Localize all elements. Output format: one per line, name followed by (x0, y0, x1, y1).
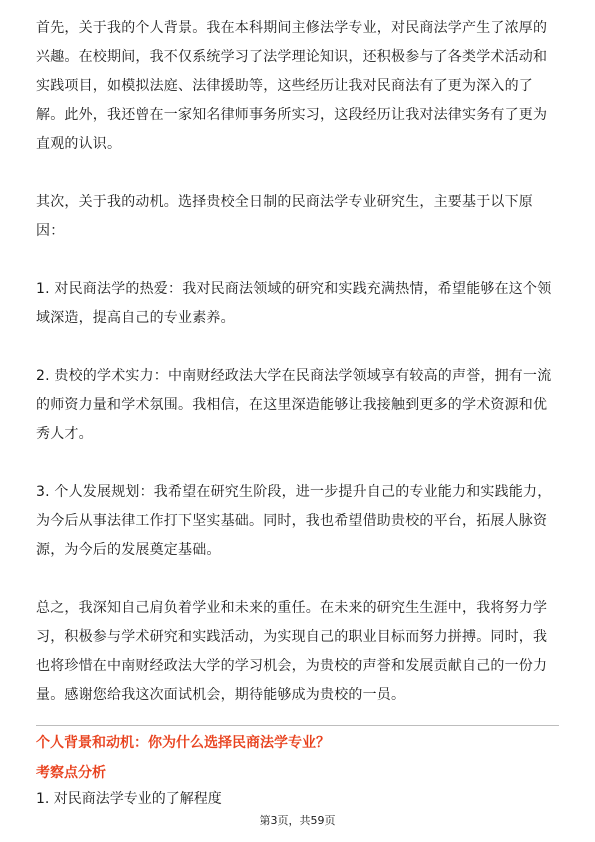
paragraph-reason-3: 3. 个人发展规划：我希望在研究生阶段，进一步提升自己的专业能力和实践能力，为今后从事法律工作打下坚实基础。同时，我也希望借助贵校的平台，拓展人脉资源，为今后的发展奠定基础。 (36, 484, 552, 558)
question-heading: 个人背景和动机：你为什么选择民商法学专业？ (36, 735, 330, 751)
paragraph-personal-background: 首先，关于我的个人背景。我在本科期间主修法学专业，对民商法学产生了浓厚的兴趣。在校期间，我不仅系统学习了法学理论知识，还积极参与了各类学术活动和实践项目，如模拟法庭、法律援助等，这些经历让我对民商法有了更为深入的了解。此外，我还曾在一家知名律师事务所实习，这段经历让我对法律实务有了更为直观的认识。 (36, 20, 548, 152)
paragraph-reason-2: 2. 贵校的学术实力：中南财经政法大学在民商法学领域享有较高的声誉，拥有一流的师资力量和学术氛围。我相信，在这里深造能够让我接触到更多的学术资源和优秀人才。 (36, 368, 552, 442)
page-number: 第3页，共59页 (259, 814, 336, 827)
paragraph-conclusion: 总之，我深知自己肩负着学业和未来的重任。在未来的研究生生涯中，我将努力学习，积极参与学术研究和实践活动，为实现自己的职业目标而努力拼搏。同时，我也将珍惜在中南财经政法大学的学习机会，为贵校的声誉和发展贡献自己的一份力量。感谢您给我这次面试机会，期待能够成为贵校的一员。 (36, 600, 548, 703)
paragraph-reason-1: 1. 对民商法学的热爱：我对民商法领域的研究和实践充满热情，希望能够在这个领域深造，提高自己的专业素养。 (36, 281, 552, 326)
paragraph-motivation-intro: 其次，关于我的动机。选择贵校全日制的民商法学专业研究生，主要基于以下原因： (36, 194, 533, 239)
section-divider (36, 725, 559, 726)
analysis-heading: 考察点分析 (36, 765, 106, 781)
analysis-item: 1. 对民商法学专业的了解程度 (36, 791, 222, 807)
document-body (36, 14, 559, 710)
